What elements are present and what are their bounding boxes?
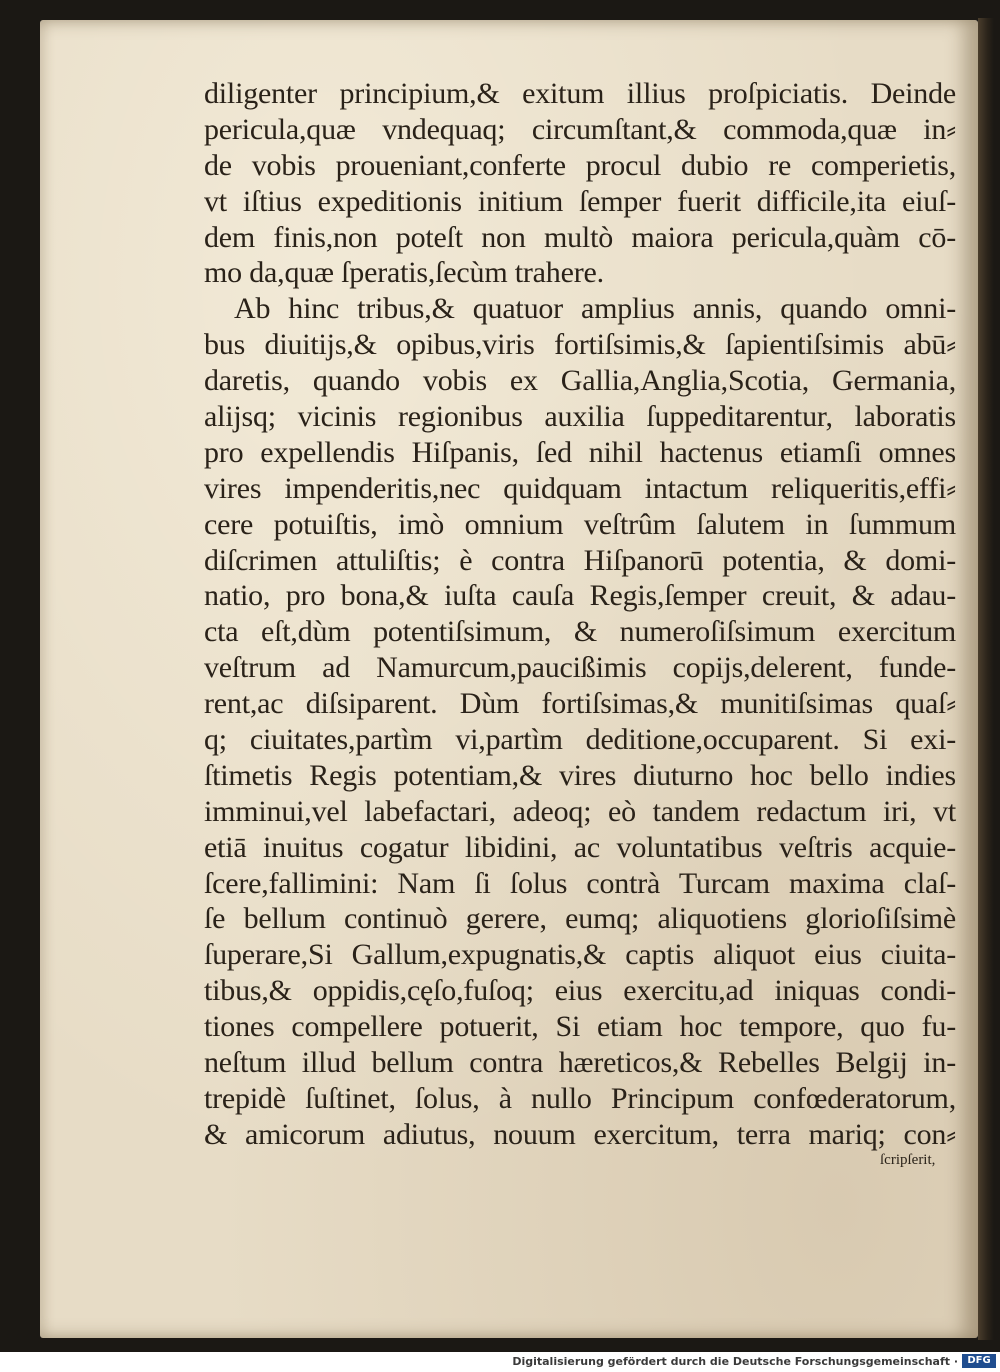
text-line: vt iſtius expeditionis initium ſemper fuerit difficile,ita eiuſ- xyxy=(204,184,956,218)
text-line: imminui,vel labefactari, adeoq; eò tandem redactum iri, vt xyxy=(204,794,956,828)
text-line: ſcere,fallimini: Nam ſi ſolus contrà Turcam maxima claſ- xyxy=(204,866,956,900)
text-line: veſtrum ad Namurcum,paucißimis copijs,delerent, funde- xyxy=(204,651,956,685)
page-edge xyxy=(978,18,994,1340)
text-line: ſtimetis Regis potentiam,& vires diuturno hoc bello indies xyxy=(204,758,956,792)
text-line: etiā inuitus cogatur libidini, ac voluntatibus veſtris acquie- xyxy=(204,830,956,864)
text-line: Ab hinc tribus,& quatuor amplius annis, quando omni- xyxy=(234,292,956,326)
text-line: dem finis,non poteſt non multò maiora pericula,quàm cō- xyxy=(204,220,956,254)
text-line: natio, pro bona,& iuſta cauſa Regis,ſemper creuit, & adau- xyxy=(204,579,956,613)
text-line: & amicorum adiutus, nouum exercitum, terra mariq; con⸗ xyxy=(204,1117,956,1151)
catchword: ſcripſerit, xyxy=(880,1152,936,1168)
text-line: tibus,& oppidis,cęſo,fuſoq; eius exercitu,ad iniquas condi- xyxy=(204,974,956,1008)
text-line: neſtum illud bellum contra hæreticos,& Rebelles Belgij in- xyxy=(204,1046,956,1080)
text-line: diligenter principium,& exitum illius proſpiciatis. Deinde xyxy=(204,77,956,110)
text-line: daretis, quando vobis ex Gallia,Anglia,Scotia, Germania, xyxy=(204,364,956,398)
text-line: pericula,quæ vndequaq; circumſtant,& commoda,quæ in⸗ xyxy=(204,112,956,146)
text-line: de vobis proueniant,conferte procul dubio re comperietis, xyxy=(204,148,956,182)
text-line: bus diuitijs,& opibus,viris fortiſsimis,& ſapientiſsimis abū⸗ xyxy=(204,328,956,362)
dfg-logo-icon: DFG xyxy=(962,1354,996,1368)
text-line: ſe bellum continuò gerere, eumq; aliquotiens glorioſiſsimè xyxy=(204,902,956,936)
text-line: trepidè ſuſtinet, ſolus, à nullo Principum confœderatorum, xyxy=(204,1081,956,1115)
text-line: cere potuiſtis, imò omnium veſtrûm ſalutem in ſummum xyxy=(204,507,956,541)
text-line: cta eſt,dùm potentiſsimum, & numeroſiſsimum exercitum xyxy=(204,615,956,649)
text-line: alijsq; vicinis regionibus auxilia ſuppeditarentur, laboratis xyxy=(204,400,956,434)
text-line: diſcrimen attuliſtis; è contra Hiſpanorū potentia, & domi- xyxy=(204,543,956,577)
text-line: q; ciuitates,partìm vi,partìm deditione,occuparent. Si exi- xyxy=(204,723,956,757)
text-line: vires impenderitis,nec quidquam intactum reliqueritis,effi⸗ xyxy=(204,471,956,505)
text-line: rent,ac diſsiparent. Dùm fortiſsimas,& munitiſsimas quaſ⸗ xyxy=(204,687,956,721)
text-line: tiones compellere potuerit, Si etiam hoc tempore, quo fu- xyxy=(204,1010,956,1044)
text-line: ſuperare,Si Gallum,expugnatis,& captis aliquot eius ciuita- xyxy=(204,938,956,972)
funding-credit: Digitalisierung gefördert durch die Deutsche Forschungsgemeinschaft · xyxy=(512,1355,958,1368)
text-line: mo da,quæ ſperatis,ſecùm trahere. xyxy=(204,256,604,290)
text-line: pro expellendis Hiſpanis, ſed nihil hactenus etiamſi omnes xyxy=(204,435,956,469)
body-text xyxy=(204,76,956,1153)
